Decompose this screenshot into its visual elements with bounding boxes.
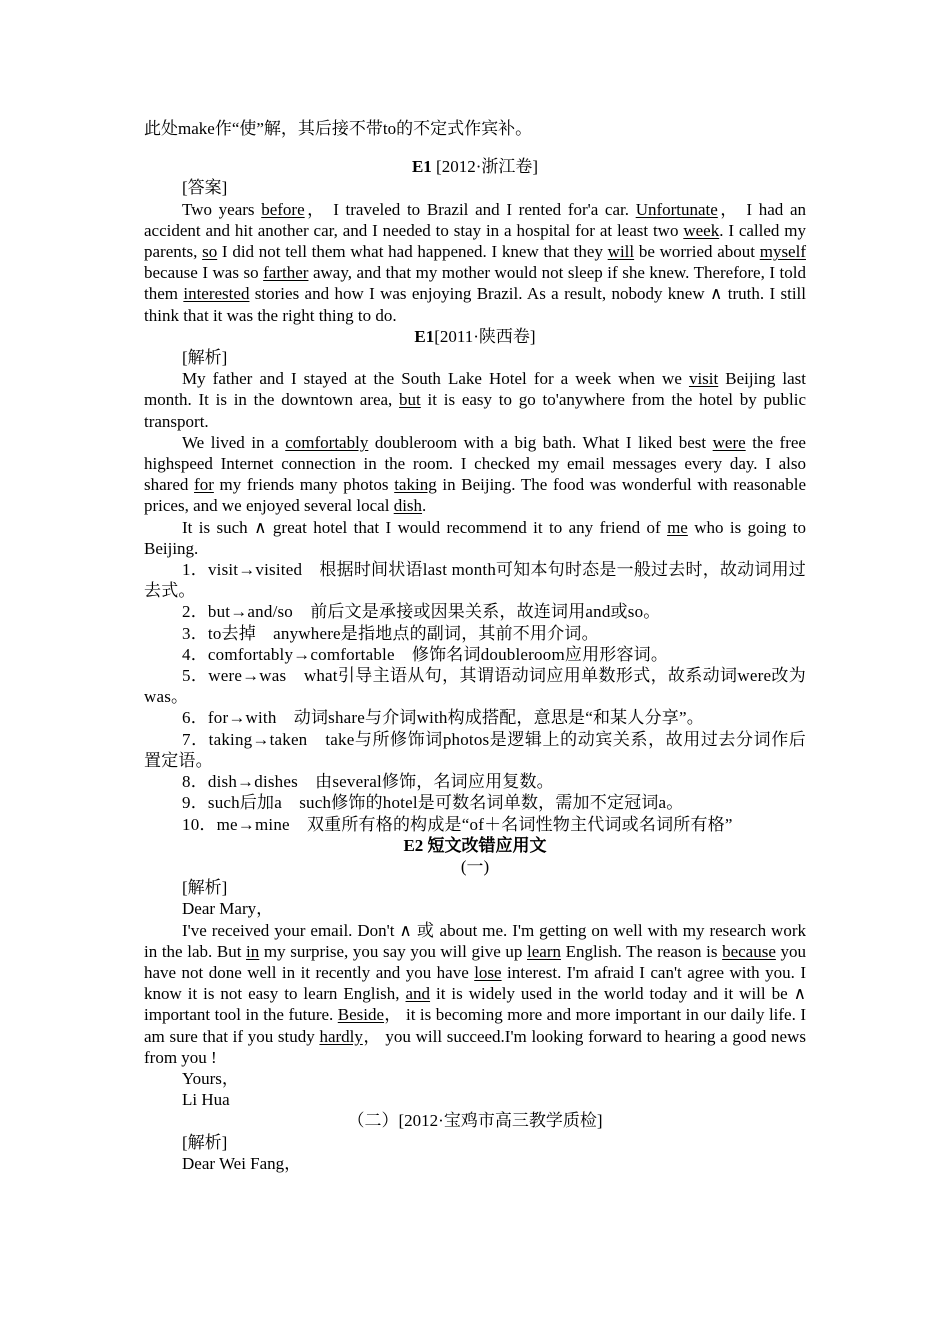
correction-note-4: 4．comfortably→comfortable 修饰名词doubleroom应用形容词。: [182, 644, 669, 664]
correction-note-6: 6．for→with 动词share与介词with构成搭配，意思是“和某人分享”。: [182, 708, 704, 728]
error-word: visit: [688, 369, 719, 389]
error-word: learn: [527, 941, 561, 961]
error-word: before: [261, 199, 305, 219]
error-word: for: [194, 475, 214, 495]
correction-note-8: 8．dish→dishes 由several修饰，名词应用复数。: [182, 772, 554, 792]
error-word: taking: [394, 475, 437, 495]
correction-note-10: 10．me→mine 双重所有格的构成是“of＋名词性物主代词或名词所有格”: [182, 814, 733, 834]
correction-note-2: 2．but→and/so 前后文是承接或因果关系，故连词用and或so。: [182, 602, 661, 622]
letter-greeting: Dear Mary，: [182, 899, 274, 919]
passage-brazil: Two years before， I traveled to Brazil and I rented for'a car. Unfortunate， I had an accident and hit another car, and I needed to stay in a hospital for at least two week. I called my parents, so I did not tell them what had happened. I knew that they will be worried about myself because I was so farther away, and that my mother would not sleep if she knew. Therefore, I told them interested stories and how I was enjoying Brazil. As a result, nobody knew ∧ truth. I still think that it was the right thing to do.: [144, 199, 807, 325]
error-word: me: [667, 517, 688, 537]
heading-source: [2012·浙江卷]: [431, 157, 539, 177]
correction-note-3: 3．to去掉 anywhere是指地点的副词，其前不用介词。: [182, 623, 599, 643]
error-word: Unfortunate: [635, 199, 718, 219]
heading-source: [2011·陕西卷]: [434, 326, 536, 346]
error-word: so: [202, 242, 218, 262]
error-word: because: [722, 941, 776, 961]
analysis-tag: [解析]: [182, 878, 228, 898]
analysis-tag: [解析]: [182, 348, 228, 368]
error-word: comfortably: [285, 432, 369, 452]
error-word: interested: [183, 284, 250, 304]
correction-note-7: 7．taking→taken take与所修饰词photos是逻辑上的动宾关系，故用过去分词作后置定语。: [144, 729, 806, 770]
error-word: but: [399, 390, 421, 410]
subsection-heading-2: （二）[2012·宝鸡市高三教学质检]: [347, 1111, 603, 1131]
letter-closing: Yours，: [182, 1068, 239, 1088]
error-word: will: [607, 242, 635, 262]
answer-tag: [答案]: [182, 178, 228, 198]
heading-code: E1: [414, 326, 435, 346]
error-word: farther: [263, 263, 309, 283]
passage-hotel-p2: We lived in a comfortably doubleroom with a big bath. What I liked best were the free highspeed Internet connection in the room. I checked my email messages every day. I also shared for my friends many photos taking in Beijing. The food was wonderful with reasonable prices, and we enjoyed several local dish.: [144, 432, 806, 516]
correction-note-1: 1．visit→visited 根据时间状语last month可知本句时态是一般过去时，故动词用过去式。: [144, 560, 806, 601]
error-word: were: [712, 432, 746, 452]
error-word: lose: [474, 962, 502, 982]
analysis-tag: [解析]: [182, 1132, 228, 1152]
correction-note-5: 5．were→was what引导主语从句，其谓语动词应用单数形式，故系动词were改为was。: [144, 666, 806, 707]
section-heading-e1-2011: [144, 326, 806, 347]
correction-note-9: 9．such后加a such修饰的hotel是可数名词单数，需加不定冠词a。: [182, 793, 684, 813]
error-word: myself: [759, 242, 806, 262]
letter-signature: Li Hua: [182, 1090, 230, 1110]
subsection-heading-1: (一): [460, 856, 490, 876]
error-word: hardly: [319, 1026, 363, 1046]
intro-text: 此处make作“使”解，其后接不带to的不定式作宾补。: [144, 119, 533, 138]
error-word: week: [683, 220, 720, 240]
error-word: dish: [393, 496, 423, 516]
letter-greeting: Dear Wei Fang，: [182, 1153, 302, 1173]
letter-body: I've received your email. Don't ∧ 或 about me. I'm getting on well with my research work in the lab. But in my surprise, you say you will give up learn English. The reason is because you have not done well in it recently and you have lose interest. I'm afraid I can't agree with you. I know it is not easy to learn English, and it is widely used in the world today and it will be ∧ important tool in the future. Beside， it is becoming more and more important in our daily life. I am sure that if you study hardly， you will succeed.I'm looking forward to hearing a good news from you !: [144, 920, 807, 1067]
passage-hotel-p3: It is such ∧ great hotel that I would recommend it to any friend of me who is going to Beijing.: [144, 517, 806, 558]
passage-hotel-p1: My father and I stayed at the South Lake Hotel for a week when we visit Beijing last month. It is in the downtown area, but it is easy to go to'anywhere from the hotel by public transport.: [144, 369, 806, 431]
error-word: and: [405, 984, 431, 1004]
error-word: in: [246, 941, 260, 961]
heading-code: E1: [411, 157, 432, 177]
section-heading-e1-2012: [144, 156, 806, 177]
section-heading-e2: E2 短文改错应用文: [403, 835, 547, 855]
document-page: [144, 118, 806, 1174]
error-word: Beside: [337, 1005, 385, 1025]
